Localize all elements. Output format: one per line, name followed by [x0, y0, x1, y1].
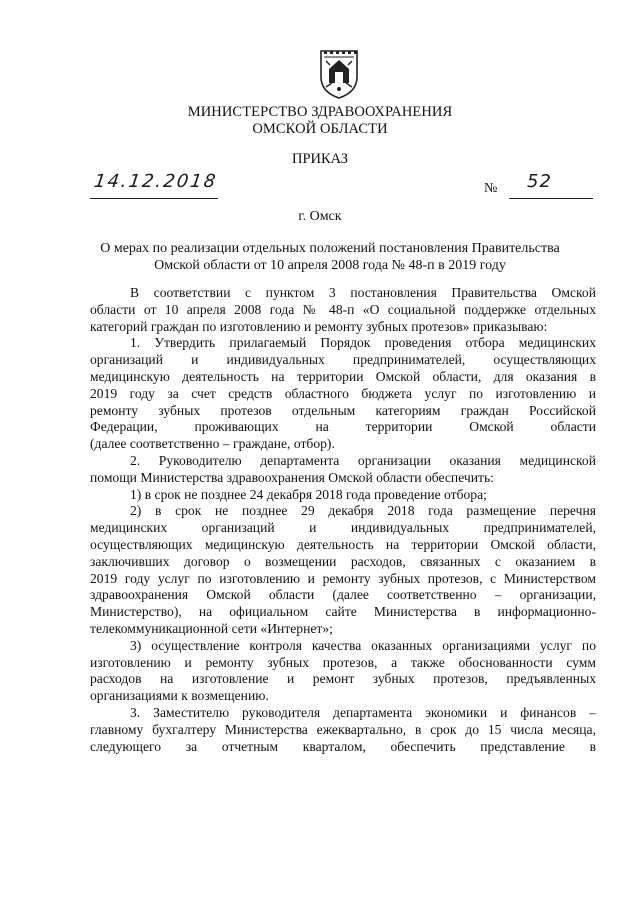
body-line: телекоммуникационной сети «Интернет»; [90, 620, 333, 636]
body-line: 1. Утвердить прилагаемый Порядок проведения отбора медицинских [130, 335, 596, 351]
body-line: 2019 году услуг по изготовлению и ремонту зубных протезов, с Министерством [90, 570, 596, 586]
order-subject [90, 240, 570, 274]
body-line: (далее соответственно – граждане, отбор). [90, 436, 335, 452]
body-line: медицинских организаций и индивидуальных предпринимателей, [90, 520, 596, 536]
body-line: 3) осуществление контроля качества оказанных организациями услуг по [130, 637, 596, 653]
ministry-name-line2: ОМСКОЙ ОБЛАСТИ [252, 121, 388, 137]
document-type: ПРИКАЗ [291, 151, 349, 167]
body-line: помощи Министерства здравоохранения Омской области обеспечить: [90, 469, 494, 485]
body-line: изготовлению и ремонту зубных протезов, а также обоснованности сумм [90, 654, 596, 670]
omsk-region-coat-of-arms-icon [318, 47, 360, 99]
ministry-name-line1: МИНИСТЕРСТВО ЗДРАВООХРАНЕНИЯ [187, 104, 453, 120]
order-subject-line2: Омской области от 10 апреля 2008 года № 48-п в 2019 году [154, 258, 506, 273]
body-line: осуществляющих медицинскую деятельность на территории Омской области, [90, 536, 596, 552]
body-line: заключивших договор о возмещении расходов, связанных с оказанием в [90, 553, 596, 569]
number-sign: № [484, 181, 498, 196]
body-line: организациями к возмещению. [90, 688, 269, 704]
body-line: организаций и индивидуальных предпринимателей, осуществляющих [90, 352, 596, 368]
body-line: 2. Руководителю департамента организации оказания медицинской [130, 452, 596, 468]
body-line: медицинскую деятельность на территории Омской области, для оказания в [90, 368, 596, 384]
body-line: здравоохранения Омской области (далее соответственно – организации, [90, 587, 596, 603]
body-line: категорий граждан по изготовлению и ремонту зубных протезов» приказываю: [90, 318, 548, 334]
order-number-handwritten: 52 [527, 171, 552, 192]
body-line: 2) в срок не позднее 29 декабря 2018 года размещение перечня [130, 503, 596, 519]
order-subject-line1: О мерах по реализации отдельных положений постановления Правительства [100, 241, 560, 256]
order-number-field [509, 171, 593, 199]
order-body [90, 285, 596, 755]
body-line: Федерации, проживающих на территории Омской области [90, 419, 596, 435]
body-line: главному бухгалтеру Министерства ежеквартально, в срок до 15 числа месяца, [90, 721, 596, 737]
issue-city: г. Омск [298, 209, 342, 224]
body-line: области от 10 апреля 2008 года № 48-п «О социальной поддержке отдельных [90, 301, 596, 317]
body-line: следующего за отчетным кварталом, обеспечить представление в [90, 738, 596, 754]
ministry-name [0, 104, 640, 138]
body-line: ремонту зубных протезов отдельным категориям граждан Российской [90, 402, 596, 418]
order-date-field [90, 171, 219, 199]
body-line: В соответствии с пунктом 3 постановления Правительства Омской [130, 285, 596, 300]
body-line: расходов на изготовление и ремонт зубных протезов, предъявленных [90, 671, 596, 687]
body-line: 2019 году за счет средств областного бюджета услуг по изготовлению и [90, 385, 596, 401]
body-line: 1) в срок не позднее 24 декабря 2018 года проведение отбора; [130, 486, 487, 502]
body-line: Министерство), на официальном сайте Министерства в информационно- [90, 604, 596, 620]
body-line: 3. Заместителю руководителя департамента экономики и финансов – [130, 704, 596, 720]
order-date-handwritten: 14.12.2018 [92, 171, 219, 192]
